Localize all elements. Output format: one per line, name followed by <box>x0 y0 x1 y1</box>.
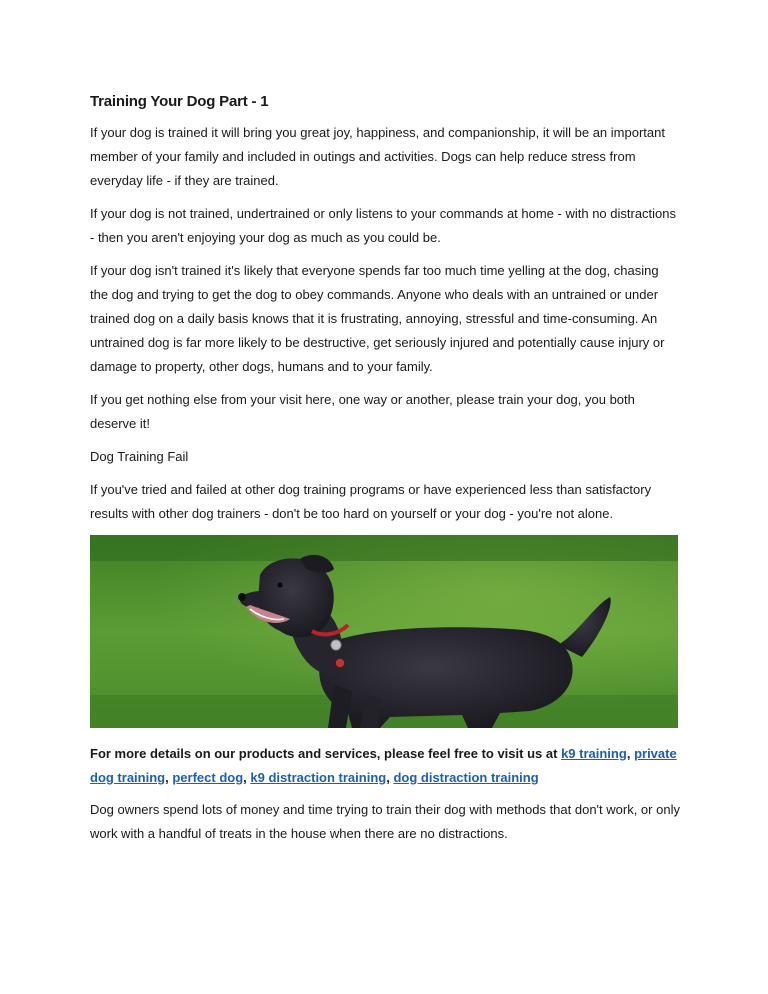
closing-paragraph: Dog owners spend lots of money and time trying to train their dog with methods that don't work, or only work with a handful of treats in the house when there are no distractions. <box>90 802 680 841</box>
separator: , <box>243 770 247 785</box>
link-dog-distraction-training[interactable]: dog distraction training <box>393 770 539 785</box>
link-perfect-dog[interactable]: perfect dog <box>172 770 244 785</box>
document-page <box>90 92 680 855</box>
link-k9-distraction-training[interactable]: k9 distraction training <box>250 770 387 785</box>
document-title: Training Your Dog Part - 1 <box>90 93 269 110</box>
link-private-dog-training[interactable]: private dog training <box>90 746 677 785</box>
links-intro: For more details on our products and services, please feel free to visit us at <box>90 746 558 761</box>
paragraph-1: If your dog is trained it will bring you great joy, happiness, and companionship, it will be an important member of your family and included in outings and activities. Dogs can help reduce stress from everyday life - if they are trained. <box>90 125 665 188</box>
dog-photo <box>90 535 678 728</box>
separator: , <box>626 746 631 761</box>
separator: , <box>386 770 390 785</box>
paragraph-2: If your dog is not trained, undertrained or only listens to your commands at home - with no distractions - then you aren't enjoying your dog as much as you could be. <box>90 206 677 245</box>
links-paragraph <box>90 742 680 790</box>
paragraph-3: If your dog isn't trained it's likely that everyone spends far too much time yelling at the dog, chasing the dog and trying to get the dog to obey commands. Anyone who deals with an untrained or under trained dog on a daily basis knows that it is frustrating, annoying, stressful and time-consuming. An untrained dog is far more likely to be destructive, get seriously injured and potentially cause injury or damage to property, other dogs, humans and to your family. <box>90 263 665 374</box>
dog-tag <box>331 640 341 650</box>
paragraph-4: If you get nothing else from your visit here, one way or another, please train your dog, you both deserve it! <box>90 392 635 431</box>
link-k9-training[interactable]: k9 training <box>561 746 627 761</box>
subheading-dog-training-fail: Dog Training Fail <box>90 449 189 464</box>
separator: , <box>165 770 169 785</box>
paragraph-5: If you've tried and failed at other dog training programs or have experienced less than satisfactory results with other dog trainers - don't be too hard on yourself or your dog - you're not alone. <box>90 482 652 521</box>
dog-eye <box>277 582 282 587</box>
